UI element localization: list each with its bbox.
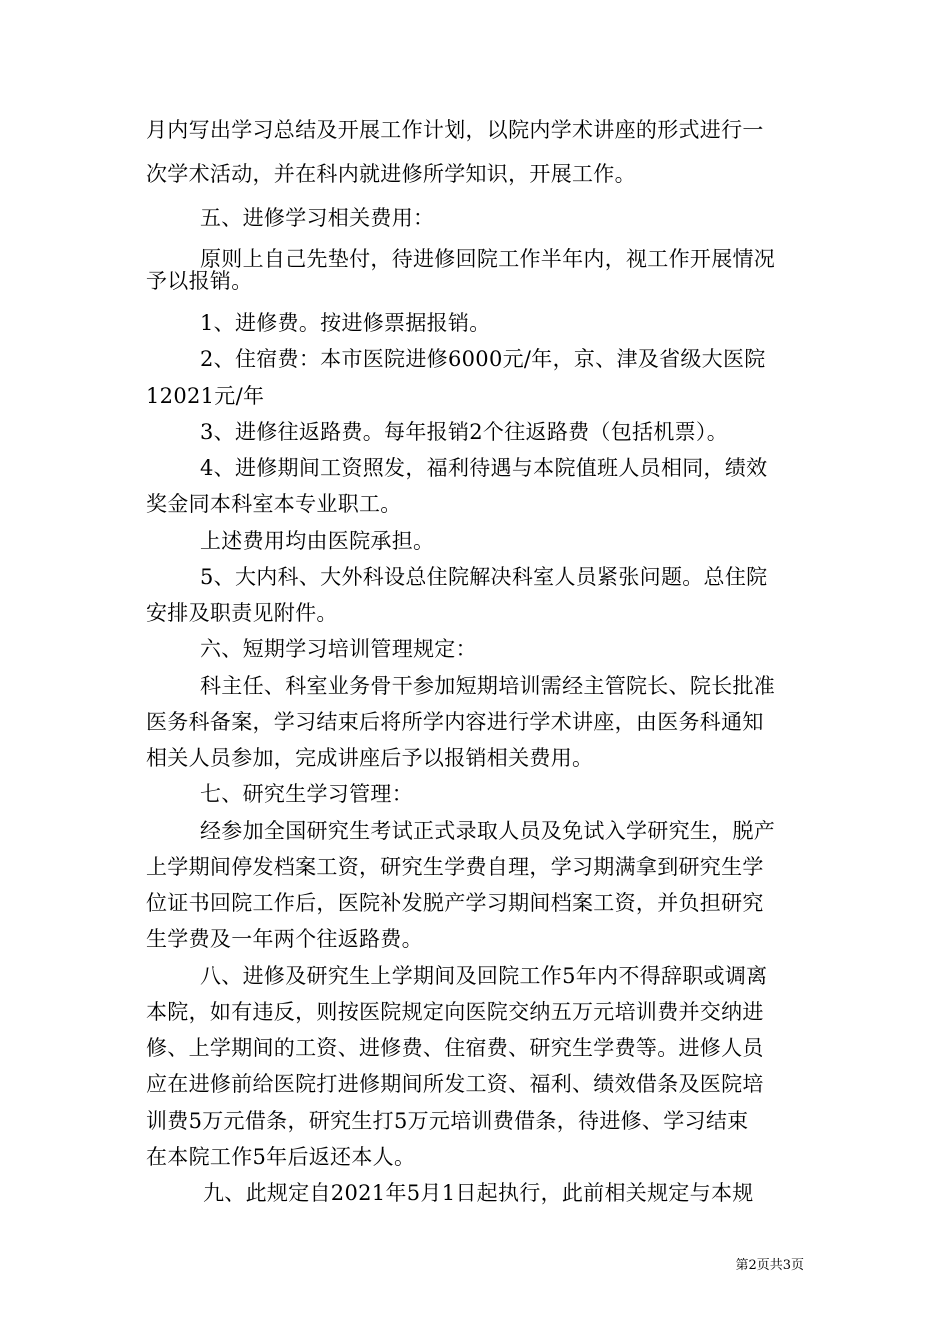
text-line: 修、上学期间的工资、进修费、住宿费、研究生学费等。进修人员 <box>146 1036 764 1060</box>
text-line: 本院，如有违反，则按医院规定向医院交纳五万元培训费并交纳进 <box>146 1000 764 1024</box>
page-number: 第2页共3页 <box>735 1258 804 1273</box>
text-line: 月内写出学习总结及开展工作计划，以院内学术讲座的形式进行一 <box>146 118 764 142</box>
text-line: 应在进修前给医院打进修期间所发工资、福利、绩效借条及医院培 <box>146 1072 764 1096</box>
text-line: 生学费及一年两个往返路费。 <box>146 927 423 951</box>
text-line: 上学期间停发档案工资，研究生学费自理，学习期满拿到研究生学 <box>146 855 764 879</box>
list-item: 3、进修往返路费。每年报销2个往返路费（包括机票）。 <box>200 420 729 444</box>
list-item: 2、住宿费：本市医院进修6000元/年，京、津及省级大医院 <box>200 347 766 371</box>
text-line: 科主任、科室业务骨干参加短期培训需经主管院长、院长批准 <box>200 674 776 698</box>
text-line: 在本院工作5年后返还本人。 <box>146 1145 416 1169</box>
text-line: 训费5万元借条，研究生打5万元培训费借条，待进修、学习结束 <box>146 1109 749 1133</box>
section-heading: 五、进修学习相关费用： <box>200 206 435 230</box>
text-line: 予以报销。 <box>146 269 253 293</box>
list-item: 5、大内科、大外科设总住院解决科室人员紧张问题。总住院 <box>200 565 768 589</box>
text-line: 上述费用均由医院承担。 <box>200 529 435 553</box>
text-line: 12021元/年 <box>146 384 265 408</box>
text-line: 经参加全国研究生考试正式录取人员及免试入学研究生，脱产 <box>200 819 776 843</box>
text-line: 医务科备案，学习结束后将所学内容进行学术讲座，由医务科通知 <box>146 710 764 734</box>
text-line: 安排及职责见附件。 <box>146 601 338 625</box>
text-line: 位证书回院工作后，医院补发脱产学习期间档案工资，并负担研究 <box>146 891 764 915</box>
section-heading: 八、进修及研究生上学期间及回院工作5年内不得辞职或调离 <box>200 964 768 988</box>
list-item: 4、进修期间工资照发，福利待遇与本院值班人员相同，绩效 <box>200 456 768 480</box>
section-heading: 九、此规定自2021年5月1日起执行，此前相关规定与本规 <box>203 1181 754 1205</box>
text-line: 相关人员参加，完成讲座后予以报销相关费用。 <box>146 746 594 770</box>
list-item: 1、进修费。按进修票据报销。 <box>200 311 491 335</box>
text-line: 次学术活动，并在科内就进修所学知识，开展工作。 <box>146 162 636 186</box>
text-line: 奖金同本科室本专业职工。 <box>146 492 402 516</box>
section-heading: 七、研究生学习管理： <box>200 782 413 806</box>
text-line: 原则上自己先垫付，待进修回院工作半年内，视工作开展情况 <box>200 247 776 271</box>
section-heading: 六、短期学习培训管理规定： <box>200 637 477 661</box>
